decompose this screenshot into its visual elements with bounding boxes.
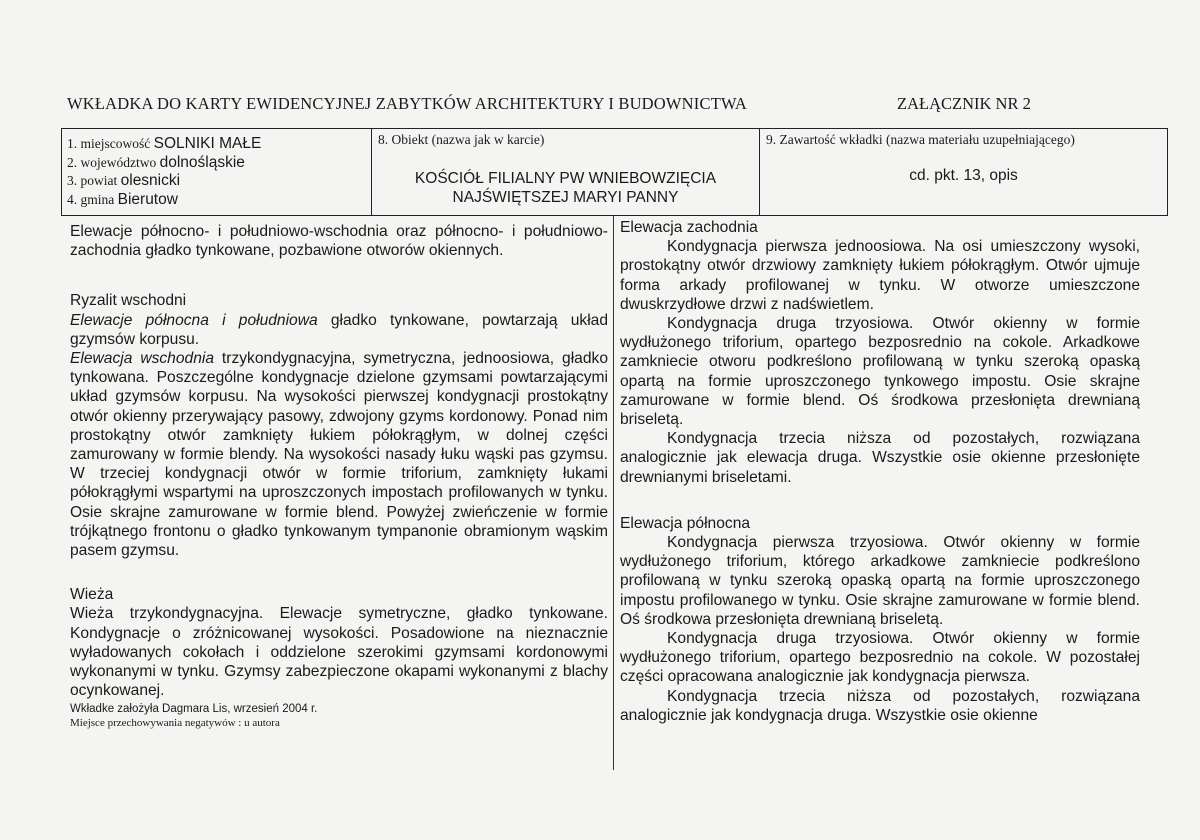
footer-storage: Miejsce przechowywania negatywów : u autora (70, 717, 280, 730)
footer-author: Wkładke założyła Dagmara Lis, wrzesień 2004 r. (70, 703, 318, 716)
column-divider (613, 216, 614, 770)
west-paragraph-2: Kondygnacja druga trzyosiowa. Otwór okienny w formie wydłużonego triforium, opartego bezposrednio na cokole. Arkadkowe zamkniecie otworu podkreślono profilowaną w tynku szeroką opaską opartą na formie uproszczonego tynkowego impostu. Osie skrajne zamurowane w formie blend. Oś środkowa przesłonięta drewnianą briseletą. (620, 315, 1140, 429)
ryzalit-text-2: trzykondygnacyjna, symetryczna, jednoosiowa, gładko tynkowana. Poszczególne kondygnacje dzielone gzymsami powtarzającymi układ gzymsów korpusu. Na wysokości pierwszej kondygnacji prostokątny otwór okienny przerywający pasowy, zdwojony gzyms kordonowy. Ponad nim prostokątny otwór zamknięty łukiem półokrągłym, w dolnej części zamurowany w formie blendy. Na wysokości nasady łuku wąski pas gzymsu. W trzeciej kondygnacji otwór w formie triforium, zamknięty łukami półokrągłymi wspartymi na uproszczonych impostach profilowanych w tynku. Osie skrajne zamurowane w formie blend. Powyżej zwieńczenie w formie trójkątnego frontonu o gładko tynkowanym tympanonie obramionym wąskim pasem gzymsu. (70, 350, 608, 560)
commune-value: Bierutow (117, 190, 178, 208)
object-name-line2: NAJŚWIĘTSZEJ MARYI PANNY (452, 189, 679, 206)
object-label: 8. Obiekt (nazwa jak w karcie) (378, 132, 545, 147)
document-title: WKŁADKA DO KARTY EWIDENCYJNEJ ZABYTKÓW ARCHITEKTURY I BUDOWNICTWA (67, 94, 748, 113)
content-cell (760, 129, 1167, 215)
ryzalit-heading: Ryzalit wschodni (70, 292, 187, 310)
ryzalit-paragraph-2 (70, 349, 608, 560)
ryzalit-text-1: gładko tynkowane, powtarzają układ gzymsów korpusu. (70, 311, 608, 348)
west-paragraph-3: Kondygnacja trzecia niższa od pozostałych, rozwiązana analogicznie jak elewacja druga. Wszystkie osie okienne przesłonięte drewnianymi briseletami. (620, 430, 1140, 486)
voivodeship-row (67, 154, 371, 173)
county-label: 3. powiat (67, 173, 118, 188)
location-cell (62, 129, 372, 215)
header-table (61, 128, 1168, 216)
north-paragraph-2: Kondygnacja druga trzyosiowa. Otwór okienny w formie wydłużonego triforium, opartego bezposrednio na cokole. W pozostałej części opracowana analogicznie jak kondygnacja pierwsza. (620, 630, 1140, 686)
annex-label: ZAŁĄCZNIK NR 2 (897, 94, 1031, 113)
north-paragraph-1: Kondygnacja pierwsza trzyosiowa. Otwór okienny w formie wydłużonego triforium, którego arkadkowe zamkniecie podkreślono profilowaną w tynku szeroką opaską opartą na formie uproszczonego impostu profilowanego w tynku. Osie skrajne zamurowane w formie blend. Oś środkowa przesłonięta drewnianą briseletą. (620, 534, 1140, 628)
locality-value: SOLNIKI MAŁE (153, 135, 262, 152)
content-label: 9. Zawartość wkładki (nazwa materiału uzupełniającego) (766, 132, 1075, 147)
commune-label: 4. gmina (67, 191, 115, 207)
locality-row (67, 135, 371, 154)
voivodeship-value: dolnośląskie (159, 153, 245, 171)
object-name (372, 169, 759, 207)
object-name-line1: KOŚCIÓŁ FILIALNY PW WNIEBOWZIĘCIA (414, 170, 717, 187)
north-paragraph-3: Kondygnacja trzecia niższa od pozostałych, rozwiązana analogicznie jak kondygnacja druga. Wszystkie osie okienne (620, 687, 1140, 724)
ryzalit-italic-2: Elewacja wschodnia (70, 350, 215, 368)
commune-row (67, 191, 371, 210)
county-row (67, 172, 371, 191)
right-column (620, 218, 1140, 725)
side-elevations-paragraph: Elewacje północno- i południowo-wschodnia oraz północno- i południowo- zachodnia gładko tynkowane, pozbawione otworów okiennych. (70, 223, 608, 260)
content-value: cd. pkt. 13, opis (909, 167, 1018, 184)
west-heading: Elewacja zachodnia (620, 219, 758, 236)
north-heading: Elewacja północna (620, 514, 751, 532)
object-cell (372, 129, 760, 215)
voivodeship-label: 2. województwo (67, 154, 157, 170)
tower-heading: Wieża (70, 586, 114, 604)
left-column (70, 222, 608, 730)
locality-label: 1. miejscowość (67, 136, 151, 151)
ryzalit-paragraph-1 (70, 311, 608, 349)
ryzalit-italic-1: Elewacje północna i południowa (70, 311, 318, 329)
tower-paragraph: Wieża trzykondygnacyjna. Elewacje symetryczne, gładko tynkowane. Kondygnacje o zróżnicowanej wysokości. Posadowione na nieznacznie wyładowanych cokołach i oddzielone szerokimi gzymsami kordonowymi wykonanymi w tynku. Gzymsy zabezpieczone okapami wykonanymi z blachy ocynkowanej. (70, 605, 608, 700)
west-paragraph-1: Kondygnacja pierwsza jednoosiowa. Na osi umieszczony wysoki, prostokątny otwór drzwiowy zamknięty łukiem półokrągłym. Otwór ujmuje forma arkady profilowanej w tynku. W otworze umieszczone dwuskrzydłowe drzwi z nadświetlem. (620, 238, 1140, 313)
county-value: olesnicki (120, 172, 181, 189)
